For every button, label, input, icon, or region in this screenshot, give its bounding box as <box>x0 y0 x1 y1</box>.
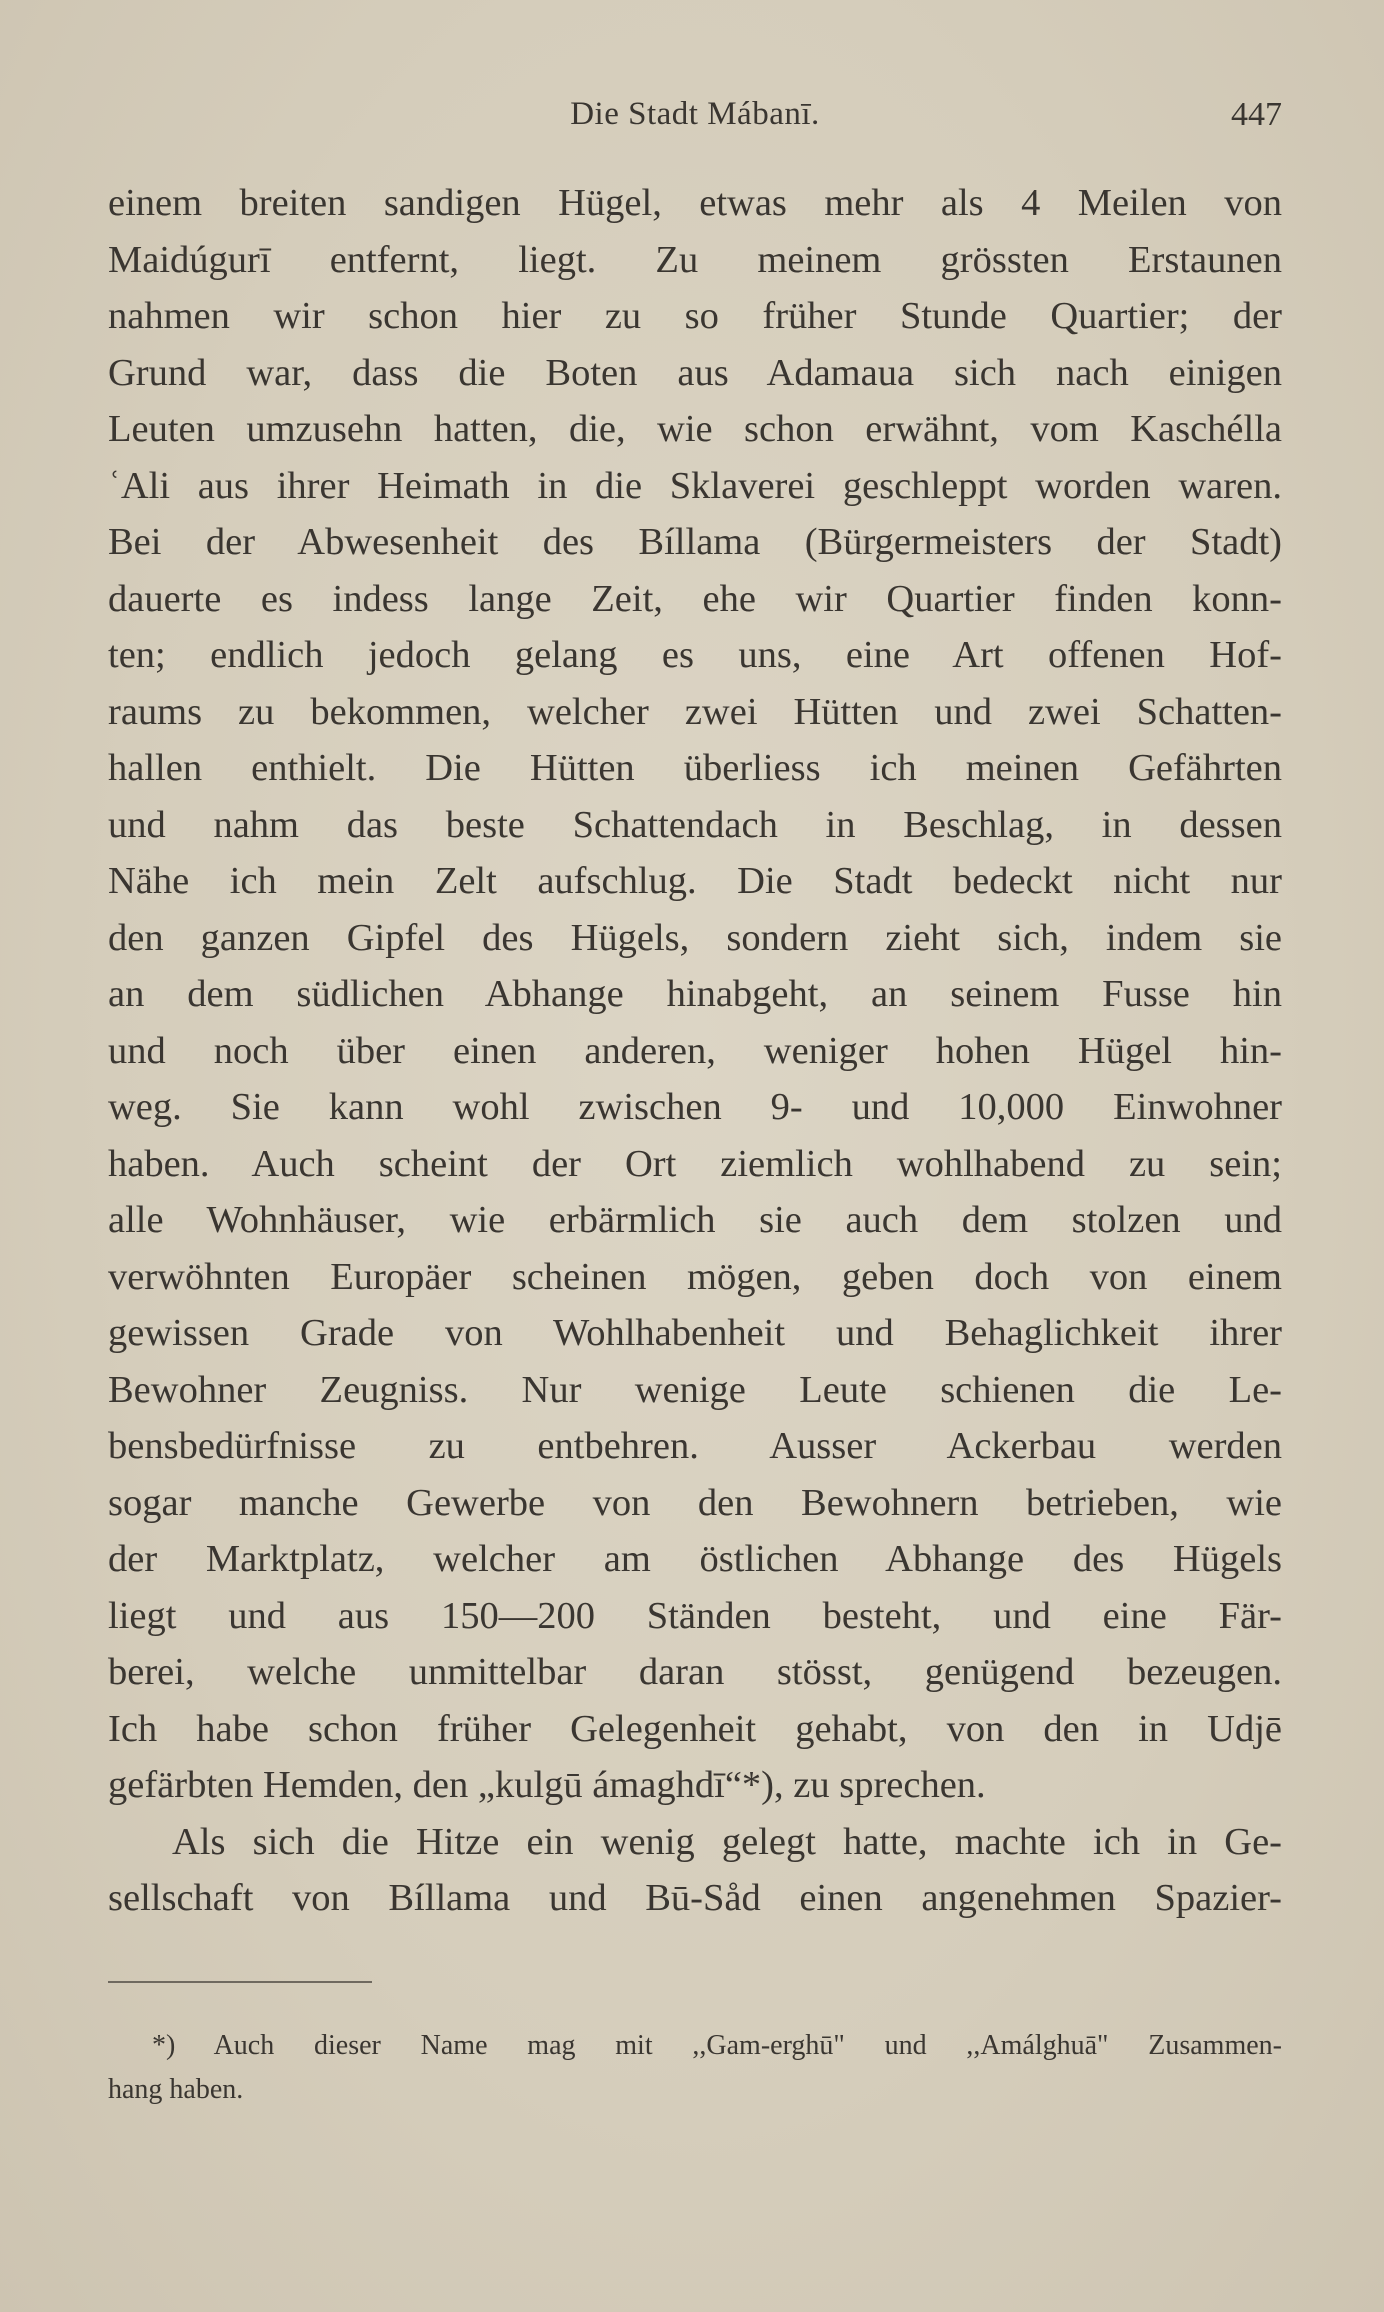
text-line: an dem südlichen Abhange hinabgeht, an seinem Fusse hin <box>108 973 1282 1015</box>
text-line: ʿAli aus ihrer Heimath in die Sklaverei geschleppt worden waren. <box>108 464 1282 507</box>
page-header <box>108 96 1282 142</box>
footnote-divider <box>108 1981 372 1983</box>
text-line: Grund war, dass die Boten aus Adamaua sich nach einigen <box>108 351 1282 394</box>
text-line: berei, welche unmittelbar daran stösst, genügend bezeugen. <box>108 1651 1282 1693</box>
text-line: und nahm das beste Schattendach in Beschlag, in dessen <box>108 803 1282 846</box>
paragraph-start-line: Als sich die Hitze ein wenig gelegt hatte, machte ich in Ge- <box>172 1820 1282 1863</box>
text-line: einem breiten sandigen Hügel, etwas mehr als 4 Meilen von <box>108 182 1282 224</box>
text-line: weg. Sie kann wohl zwischen 9- und 10,000 Einwohner <box>108 1086 1282 1128</box>
text-line: ten; endlich jedoch gelang es uns, eine Art offenen Hof- <box>108 634 1282 676</box>
text-line: verwöhnten Europäer scheinen mögen, geben doch von einem <box>108 1255 1282 1298</box>
text-line: liegt und aus 150—200 Ständen besteht, und eine Fär- <box>108 1594 1282 1637</box>
page-number: 447 <box>1231 96 1282 133</box>
text-line: den ganzen Gipfel des Hügels, sondern zieht sich, indem sie <box>108 916 1282 959</box>
text-line: sogar manche Gewerbe von den Bewohnern betrieben, wie <box>108 1481 1282 1524</box>
text-line: der Marktplatz, welcher am östlichen Abhange des Hügels <box>108 1538 1282 1580</box>
text-line: und noch über einen anderen, weniger hohen Hügel hin- <box>108 1029 1282 1072</box>
text-line: Leuten umzusehn hatten, die, wie schon erwähnt, vom Kaschélla <box>108 408 1282 450</box>
running-title: Die Stadt Mábanī. <box>570 96 820 132</box>
text-line: Maidúgurī entfernt, liegt. Zu meinem grössten Erstaunen <box>108 238 1282 281</box>
text-line: bensbedürfnisse zu entbehren. Ausser Ackerbau werden <box>108 1425 1282 1467</box>
text-line: Ich habe schon früher Gelegenheit gehabt, von den in Udjē <box>108 1707 1282 1750</box>
footnote-line: hang haben. <box>108 2074 244 2105</box>
text-line: sellschaft von Bíllama und Bū-Såd einen angenehmen Spazier- <box>108 1877 1282 1919</box>
footnote-line: *) Auch dieser Name mag mit ,,Gam-erghū" und ,,Amálghuā" Zusammen- <box>152 2030 1282 2061</box>
text-line: haben. Auch scheint der Ort ziemlich wohlhabend zu sein; <box>108 1142 1282 1185</box>
text-line: hallen enthielt. Die Hütten überliess ich meinen Gefährten <box>108 747 1282 789</box>
text-line: Bewohner Zeugniss. Nur wenige Leute schienen die Le- <box>108 1368 1282 1411</box>
text-line: nahmen wir schon hier zu so früher Stunde Quartier; der <box>108 295 1282 337</box>
text-line: alle Wohnhäuser, wie erbärmlich sie auch dem stolzen und <box>108 1199 1282 1241</box>
text-line: gewissen Grade von Wohlhabenheit und Behaglichkeit ihrer <box>108 1312 1282 1354</box>
text-line: Bei der Abwesenheit des Bíllama (Bürgermeisters der Stadt) <box>108 521 1282 563</box>
paragraph-end-line: gefärbten Hemden, den „kulgū ámaghdī“*), zu sprechen. <box>108 1764 986 1806</box>
text-line: Nähe ich mein Zelt aufschlug. Die Stadt bedeckt nicht nur <box>108 860 1282 902</box>
text-line: dauerte es indess lange Zeit, ehe wir Quartier finden konn- <box>108 577 1282 620</box>
body-text <box>108 175 1282 1927</box>
text-line: raums zu bekommen, welcher zwei Hütten und zwei Schatten- <box>108 690 1282 733</box>
footnote <box>108 2024 1282 2112</box>
